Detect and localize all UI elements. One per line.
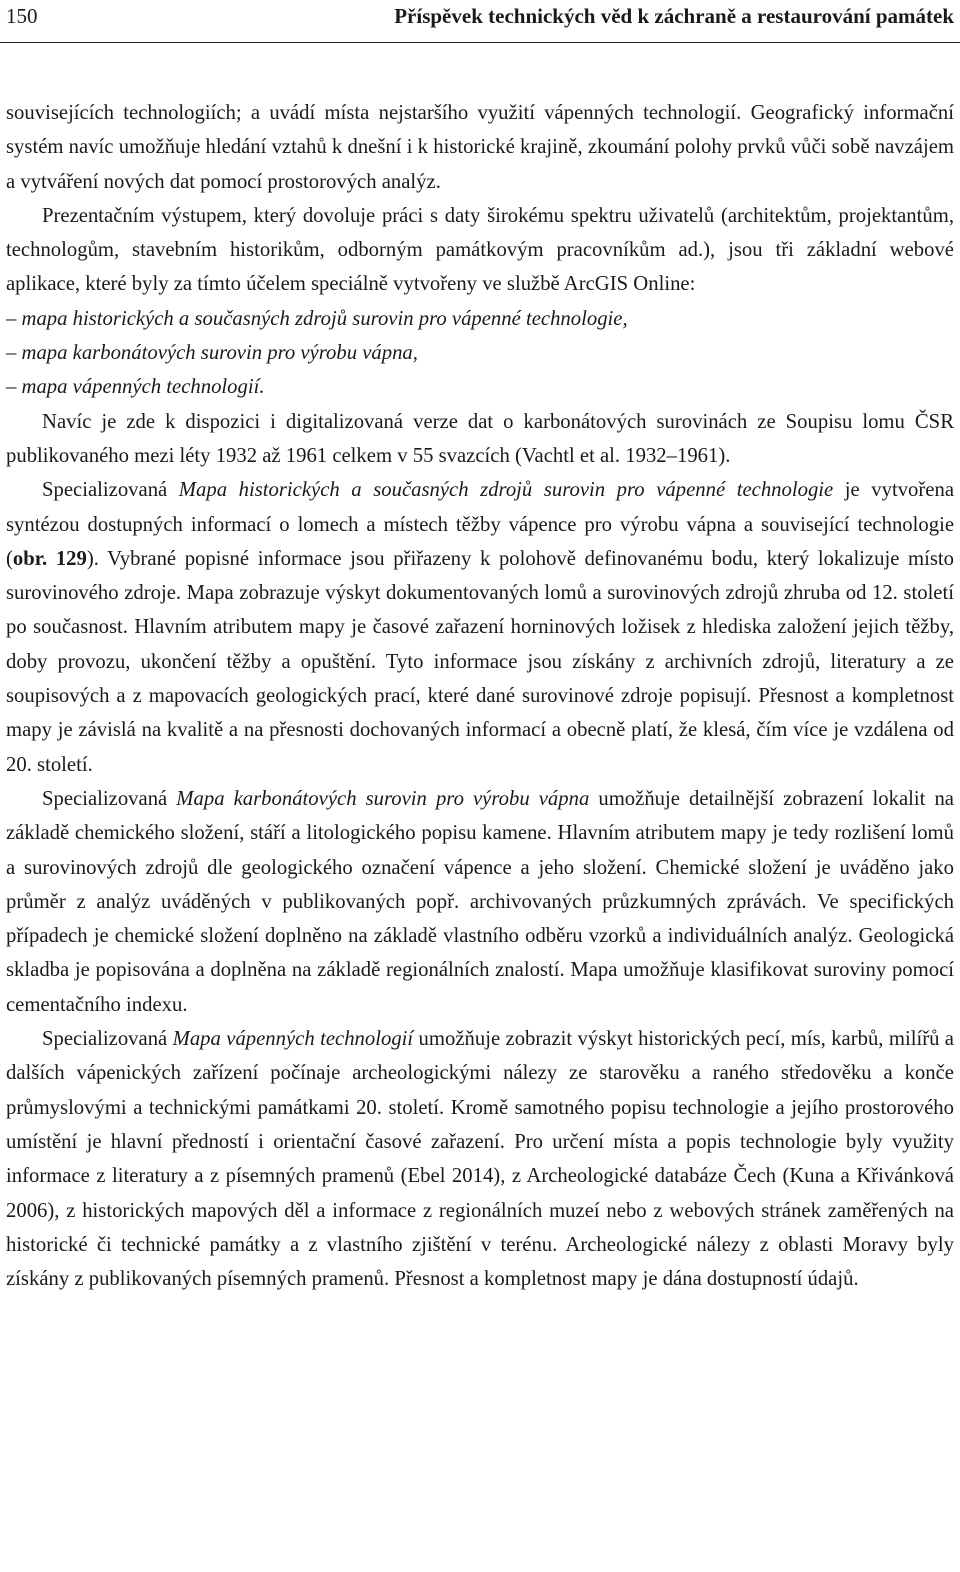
paragraph-6-lead: Specializovaná bbox=[42, 1028, 173, 1051]
map-title-technologies: Mapa vápenných technologií bbox=[172, 1028, 414, 1051]
map-title-historical: Mapa historických a současných zdrojů surovin pro vápenné technologie bbox=[178, 479, 834, 502]
page-number: 150 bbox=[6, 4, 38, 28]
list-item: – mapa vápenných technologií. bbox=[6, 376, 265, 399]
paragraph-5 bbox=[6, 782, 954, 1022]
paragraph-6 bbox=[6, 1022, 954, 1296]
paragraph-4-lead: Specializovaná bbox=[42, 479, 179, 502]
paragraph-5-lead: Specializovaná bbox=[42, 787, 177, 810]
paragraph-5-text: umožňuje detailnější zobrazení lokalit na základě chemického složení, stáří a litologického popisu kamene. Hlavním atributem mapy je tedy rozlišení lomů a surovinových zdrojů dle geologického označení vápence a jeho složení. Chemické složení je uváděno jako průměr z analýz uváděných v publikovaných popř. archivovaných průzkumných zprávách. Ve specifických případech je chemické složení doplněno na základě vlastního odběru vzorků a individuálních analýz. Geologická skladba je popisována a doplněna na základě regionálních znalostí. Mapa umožňuje klasifikovat suroviny pomocí cementačního indexu. bbox=[6, 787, 954, 1016]
map-title-carbonate: Mapa karbonátových surovin pro výrobu vápna bbox=[176, 787, 590, 810]
paragraph-4-rest: ). Vybrané popisné informace jsou přiřazeny k polohově definovanému bodu, který lokalizuje místo surovinového zdroje. Mapa zobrazuje výskyt dokumentovaných lomů a surovinových zdrojů zhruba od 12. století po současnost. Hlavním atributem mapy je časové zařazení horninových ložisek z hlediska založení jejich těžby, doby provozu, ukončení těžby a opuštění. Tyto informace jsou získány z archivních zdrojů, literatury a ze soupisových a z mapovacích geologických prací, které dané surovinové zdroje popisují. Přesnost a kompletnost mapy je závislá na kvalitě a na přesnosti dochovaných informací a obecně platí, že klesá, čím více je vzdálena od 20. století. bbox=[6, 547, 954, 776]
body-text bbox=[6, 96, 954, 1296]
paragraph-2: Prezentačním výstupem, který dovoluje práci s daty širokému spektru uživatelů (architektům, projektantům, technologům, stavebním historikům, odborným památkovým pracovníkům ad.), jsou tři základní webové aplikace, které byly za tímto účelem speciálně vytvořeny ve službě ArcGIS Online: bbox=[6, 204, 954, 296]
paragraph-6-text: umožňuje zobrazit výskyt historických pecí, mís, karbů, milířů a dalších vápenických zařízení počínaje archeologickými nálezy ze starověku a raného středověku a konče průmyslovými a technickými památkami 20. století. Kromě samotného popisu technologie a jejího prostorového umístění je hlavní předností i orientační časové zařazení. Pro určení místa a popis technologie byly využity informace z literatury a z písemných pramenů (Ebel 2014), z Archeologické databáze Čech (Kuna a Křivánková 2006), z historických mapových děl a informace z regionálních muzeí nebo z webových stránek zaměřených na historické či technické památky a z vlastního zjištění v terénu. Archeologické nálezy z oblasti Moravy byly získány z publikovaných písemných pramenů. Přesnost a kompletnost mapy je dána dostupností údajů. bbox=[6, 1028, 954, 1291]
paragraph-3: Navíc je zde k dispozici i digitalizovaná verze dat o karbonátových surovinách ze Soupisu lomu ČSR publikovaného mezi léty 1932 až 1961 celkem v 55 svazcích (Vachtl et al. 1932–1961). bbox=[6, 410, 954, 467]
paragraph-4 bbox=[6, 473, 954, 782]
paragraph-4-text: je vytvořena syntézou dostupných informací o lomech a místech těžby vápence pro výrobu vápna a související technologie ( bbox=[6, 479, 955, 570]
header-rule bbox=[0, 42, 960, 43]
page-header bbox=[0, 0, 960, 44]
paragraph-1: souvisejících technologiích; a uvádí místa nejstaršího využití vápenných technologií. Geografický informační systém navíc umožňuje hledání vztahů k dnešní i k historické krajině, zkoumání polohy prvků vůči sobě navzájem a vytváření nových dat pomocí prostorových analýz. bbox=[6, 102, 954, 193]
list-item: – mapa historických a současných zdrojů surovin pro vápenné technologie, bbox=[6, 307, 628, 330]
figure-reference: obr. 129 bbox=[12, 547, 87, 570]
list-item: – mapa karbonátových surovin pro výrobu vápna, bbox=[6, 342, 418, 365]
running-title: Příspěvek technických věd k záchraně a restaurování památek bbox=[394, 4, 954, 28]
